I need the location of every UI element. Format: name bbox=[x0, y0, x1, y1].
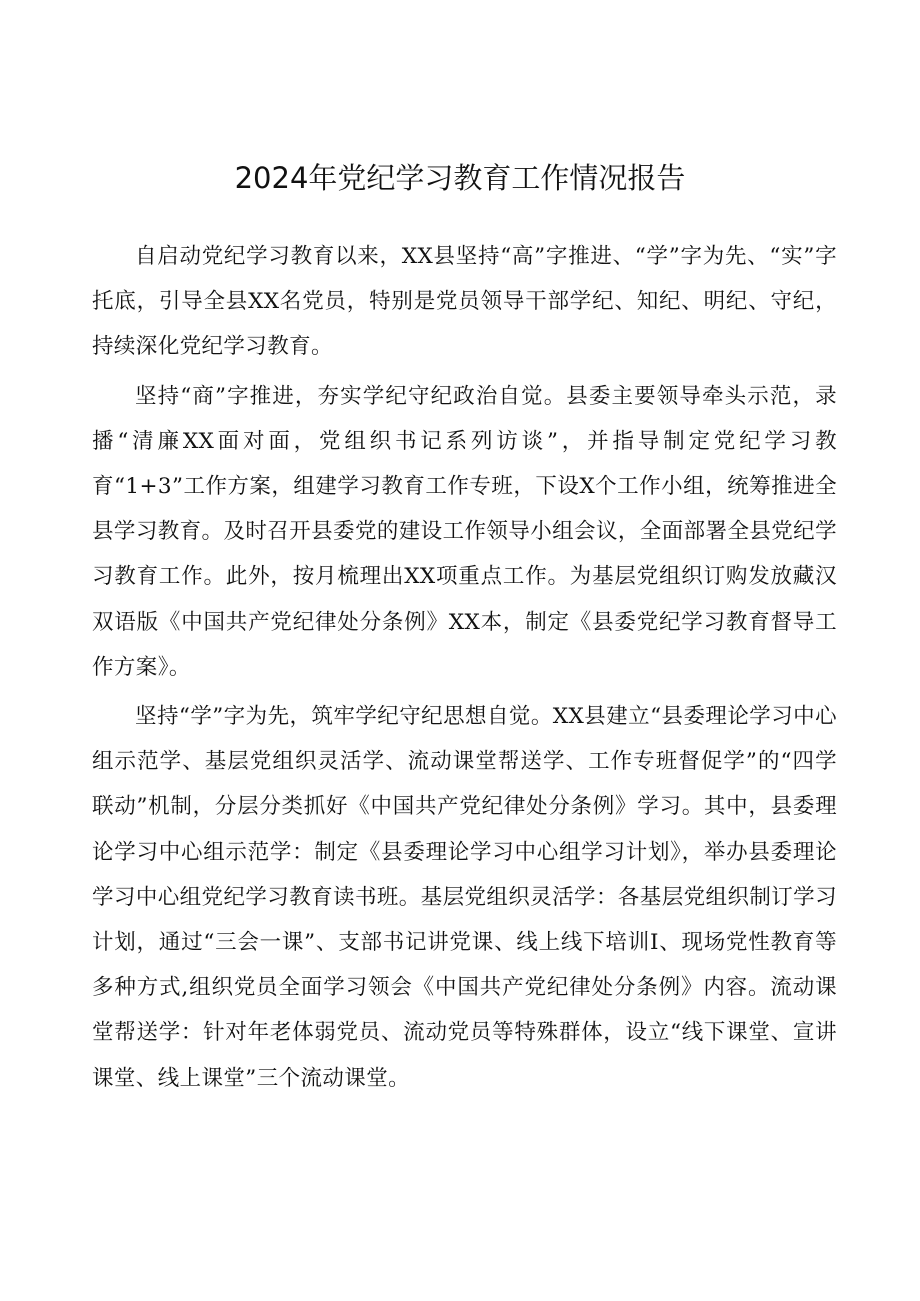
paragraph-intro: 自启动党纪学习教育以来，XX县坚持“高”字推进、“学”字为先、“实”字托底，引导全县XX名党员，特别是党员领导干部学纪、知纪、明纪、守纪，持续深化党纪学习教育。 bbox=[92, 244, 837, 360]
paragraph-promotion: 坚持“商”字推进，夯实学纪守纪政治自觉。县委主要领导牵头示范，录播“清廉XX面对面，党组织书记系列访谈”，并指导制定党纪学习教育“1+3”工作方案，组建学习教育工作专班，下设X个工作小组，统筹推进全县学习教育。及时召开县委党的建设工作领导小组会议，全面部署全县党纪学习教育工作。此外，按月梳理出XX项重点工作。为基层党组织订购发放藏汉双语版《中国共产党纪律处分条例》XX本，制定《县委党纪学习教育督导工作方案》。 bbox=[92, 383, 837, 680]
paragraph-learning: 坚持“学”字为先，筑牢学纪守纪思想自觉。XX县建立“县委理论学习中心组示范学、基层党组织灵活学、流动课堂帮送学、工作专班督促学”的“四学联动”机制，分层分类抓好《中国共产党纪律处分条例》学习。其中，县委理论学习中心组示范学：制定《县委理论学习中心组学习计划》，举办县委理论学习中心组党纪学习教育读书班。基层党组织灵活学：各基层党组织制订学习计划，通过“三会一课”、支部书记讲党课、线上线下培训I、现场党性教育等多种方式,组织党员全面学习领会《中国共产党纪律处分条例》内容。流动课堂帮送学：针对年老体弱党员、流动党员等特殊群体，设立“线下课堂、宣讲课堂、线上课堂”三个流动课堂。 bbox=[92, 704, 837, 1091]
document-title: 2024年党纪学习教育工作情况报告 bbox=[234, 161, 686, 195]
document-body bbox=[92, 234, 837, 1105]
